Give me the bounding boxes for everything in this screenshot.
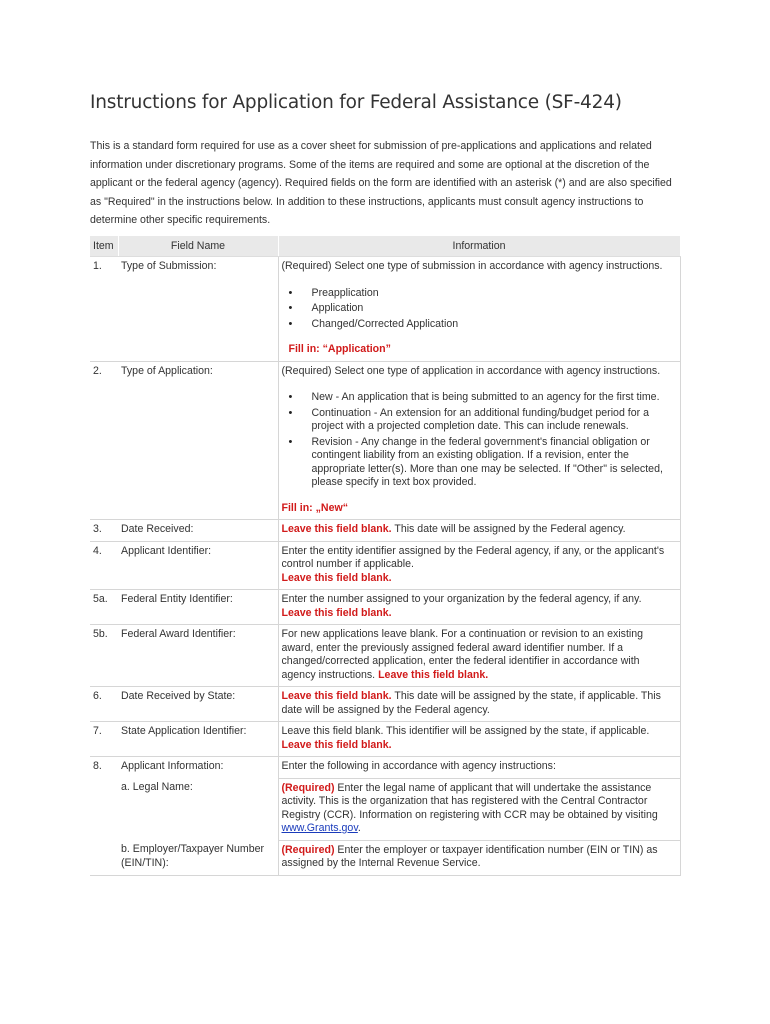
row-info bbox=[278, 257, 680, 362]
required-note: (Required) bbox=[281, 781, 335, 794]
list-item: • New - An application that is being submitted to an agency for the first time. bbox=[312, 391, 677, 405]
row-info bbox=[278, 687, 680, 722]
row-info bbox=[278, 361, 680, 520]
page-title: Instructions for Application for Federal Assistance (SF-424) bbox=[90, 92, 622, 113]
required-note: Leave this field blank. bbox=[281, 738, 392, 751]
row-item: 2. bbox=[90, 361, 118, 520]
row-item: 7. bbox=[90, 722, 118, 757]
row-item: 3. bbox=[90, 520, 118, 542]
table-row bbox=[90, 778, 680, 840]
row-field: Type of Application: bbox=[118, 361, 278, 520]
table-row bbox=[90, 361, 680, 520]
table-row bbox=[90, 757, 680, 779]
row-field: a. Legal Name: bbox=[121, 781, 193, 793]
table-row bbox=[90, 257, 680, 362]
list-item: • Revision - Any change in the federal government's financial obligation or contingent liability from an existing obligation. If a revision, enter the appropriate letter(s). More than one may be selected. If "Other" is selected, please specify in text box provided. bbox=[312, 436, 677, 490]
list-item: • Preapplication bbox=[312, 287, 677, 301]
required-note: Leave this field blank. bbox=[281, 571, 392, 584]
row-item: 1. bbox=[90, 257, 118, 362]
list-item: • Continuation - An extension for an additional funding/budget period for a project with a projected completion date. This can include renewals. bbox=[312, 407, 677, 434]
info-text: Enter the entity identifier assigned by the Federal agency, if any, or the applicant's control number if applicable. bbox=[281, 544, 665, 570]
info-text: (Required) Select one type of submission in accordance with agency instructions. bbox=[281, 260, 663, 272]
row-info bbox=[278, 840, 680, 875]
bullet-list bbox=[282, 391, 677, 490]
table-row bbox=[90, 840, 680, 875]
row-field: Applicant Identifier: bbox=[118, 541, 278, 590]
required-note: Leave this field blank. bbox=[281, 690, 392, 702]
required-note: Leave this field blank. bbox=[281, 606, 392, 619]
row-item: 5a. bbox=[90, 590, 118, 625]
required-note: Leave this field blank. bbox=[378, 668, 489, 681]
intro-paragraph: This is a standard form required for use as a cover sheet for submission of pre-applications and applications and related information under discretionary programs. Some of the items are required and some are optional at the discretion of the applicant or the federal agency (agency). Required fields on the form are identified with an asterisk (*) and are also specified as "Required" in the instructions below. In addition to these instructions, applicants must consult agency instructions to determine other specific requirements. bbox=[90, 140, 672, 227]
row-field: Federal Entity Identifier: bbox=[118, 590, 278, 625]
list-item: • Application bbox=[312, 302, 677, 316]
row-field: State Application Identifier: bbox=[118, 722, 278, 757]
row-info bbox=[278, 590, 680, 625]
row-info: Enter the following in accordance with agency instructions: bbox=[278, 757, 680, 779]
info-text: Enter the employer or taxpayer identification number (EIN or TIN) as assigned by the Internal Revenue Service. bbox=[281, 843, 658, 869]
info-text: This date will be assigned by the state, if applicable. This date will be assigned by the Federal agency. bbox=[281, 690, 661, 716]
table-row bbox=[90, 590, 680, 625]
row-field: Applicant Information: bbox=[121, 760, 224, 772]
info-text: This date will be assigned by the Federal agency. bbox=[391, 523, 626, 535]
required-note: Leave this field blank. bbox=[281, 523, 392, 535]
info-text: For new applications leave blank. For a continuation or revision to an existing award, enter the previously assigned federal award identifier number. If a changed/corrected application, enter the federal identifier in accordance with agency instructions. bbox=[281, 628, 644, 681]
info-text: (Required) Select one type of application in accordance with agency instructions. bbox=[281, 364, 661, 377]
instructions-table bbox=[90, 236, 681, 876]
row-field: b. Employer/Taxpayer Number (EIN/TIN): bbox=[118, 840, 278, 875]
row-info: (Required) Enter the legal name of applicant that will undertake the assistance activity. This is the organization that has registered with the Central Contractor Registry (CCR). Information on registering with CCR may be obtained by visiting www.Grants.gov. bbox=[278, 778, 680, 840]
row-item: 6. bbox=[90, 687, 118, 722]
grants-gov-link[interactable]: www.Grants.gov bbox=[281, 822, 358, 834]
row-field: Date Received by State: bbox=[118, 687, 278, 722]
table-row bbox=[90, 722, 680, 757]
row-item: 5b. bbox=[90, 625, 118, 687]
row-field: Type of Submission: bbox=[118, 257, 278, 362]
row-info bbox=[278, 722, 680, 757]
info-text: Enter the legal name of applicant that will undertake the assistance activity. This is the organization that has registered with the Central Contractor Registry (CCR). Information on registering with CCR may be obtained by visiting bbox=[281, 781, 658, 821]
table-row bbox=[90, 541, 680, 590]
info-text: Enter the number assigned to your organization by the federal agency, if any. bbox=[281, 593, 642, 605]
fill-in-note: Fill in: „New“ bbox=[281, 501, 349, 514]
row-item: 8. bbox=[93, 760, 102, 772]
table-row bbox=[90, 520, 680, 542]
row-info bbox=[278, 625, 680, 687]
row-item: 4. bbox=[90, 541, 118, 590]
info-text: Leave this field blank. This identifier will be assigned by the state, if applicable. bbox=[281, 725, 650, 737]
table-header-row bbox=[90, 236, 680, 257]
required-note: (Required) bbox=[281, 843, 335, 856]
header-field-name: Field Name bbox=[118, 236, 278, 257]
table-row bbox=[90, 687, 680, 722]
row-info bbox=[278, 541, 680, 590]
fill-in-note: Fill in: “Application” bbox=[288, 343, 391, 355]
bullet-list bbox=[282, 287, 677, 332]
header-item: Item bbox=[90, 236, 118, 257]
list-item: • Changed/Corrected Application bbox=[312, 318, 677, 332]
row-info bbox=[278, 520, 680, 542]
table-row bbox=[90, 625, 680, 687]
row-field: Date Received: bbox=[118, 520, 278, 542]
header-information: Information bbox=[278, 236, 680, 257]
row-field: Federal Award Identifier: bbox=[118, 625, 278, 687]
